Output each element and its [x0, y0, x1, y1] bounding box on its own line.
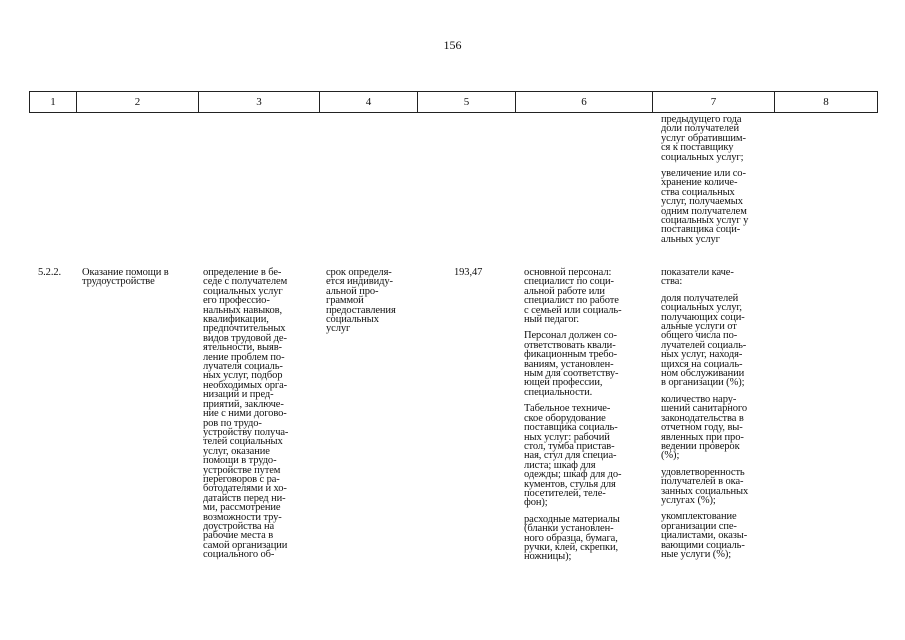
- service-description-text: определение в бе- седе с получателем социальных услуг его профессио- нальных навыков, квалификации, предпочтительных видов трудовой де- ятельности, выяв- ление проблем по- лучателя социаль- ных услуг, подбор необходимых орга- низаций и пред- приятий, заключе- ние с ними догово- ров по трудо- устройству получа- телей социальных услуг, оказание помощи в трудо- устройстве путем переговоров с ра- ботодателями и хо- датайств перед ни- ми, рассмотрение возможности тру- доустройства на рабочие места в самой организации социального об-: [203, 267, 289, 561]
- column-number-header: [29, 91, 878, 113]
- column-number: 8: [775, 92, 878, 113]
- row-number: [38, 268, 78, 284]
- service-tariff: [454, 268, 514, 284]
- column-number: 4: [320, 92, 418, 113]
- column-number: 1: [30, 92, 77, 113]
- condition-paragraph: расходные материалы (бланки установлен- ного образца, бумага, ручки, клей, скрепки, ножницы);: [524, 513, 620, 563]
- column-number: 7: [653, 92, 775, 113]
- service-conditions: [524, 268, 656, 569]
- service-term: [326, 268, 422, 341]
- indicator-paragraph: доля получателей социальных услуг, получающих соци- альные услуги от общего числа по- лучателей социаль- ных услуг, находя- щихся на социаль- ном обслуживании в организации (%);: [661, 292, 747, 389]
- quality-indicators: [661, 268, 779, 566]
- service-description: [203, 268, 321, 567]
- indicator-paragraph: предыдущего года доли получателей услуг обратившим- ся к поставщику социальных услуг;: [661, 114, 746, 163]
- service-term-text: срок определя- ется индивиду- альной про- граммой предоставления социальных услуг: [326, 267, 396, 335]
- continued-quality-indicators: [661, 115, 779, 251]
- page-number: 156: [443, 38, 462, 52]
- condition-paragraph: Табельное техниче- ское оборудование поставщика социаль- ных услуг: рабочий стол, тумба пристав- ная, стул для специа- листа; шкаф для одежды; шкаф для до- кументов, стулья для посетителей, теле- фон);: [524, 403, 622, 509]
- indicator-paragraph: показатели каче- ства:: [661, 267, 734, 288]
- service-name-text: Оказание помощи в трудоустройстве: [82, 267, 169, 288]
- column-number: 2: [77, 92, 199, 113]
- service-name: [82, 268, 198, 294]
- indicator-paragraph: увеличение или со- хранение количе- ства социальных услуг, получаемых одним получателем социальных услуг у поставщика соци- альных услуг: [661, 168, 749, 245]
- condition-paragraph: Персонал должен со- ответствовать квали- фикационным требо- ваниям, установлен- ным для соответству- ющей профессии, специальности.: [524, 330, 619, 398]
- indicator-paragraph: количество нару- шений санитарного законодательства в отчетном году, вы- явленных при про- ведении проверок (%);: [661, 393, 748, 462]
- service-tariff-text: 193,47: [454, 267, 483, 278]
- column-number: 3: [199, 92, 320, 113]
- indicator-paragraph: удовлетворенность получателей в ока- занных социальных услугах (%);: [661, 466, 749, 506]
- column-number: 5: [418, 92, 516, 113]
- column-number: 6: [516, 92, 653, 113]
- condition-paragraph: основной персонал: специалист по соци- альной работе или специалист по работе с семьей или социаль- ный педагог.: [524, 267, 622, 326]
- indicator-paragraph: укомплектование организации спе- циалистами, оказы- вающими социаль- ные услуги (%);: [661, 511, 748, 560]
- row-number-text: 5.2.2.: [38, 267, 62, 278]
